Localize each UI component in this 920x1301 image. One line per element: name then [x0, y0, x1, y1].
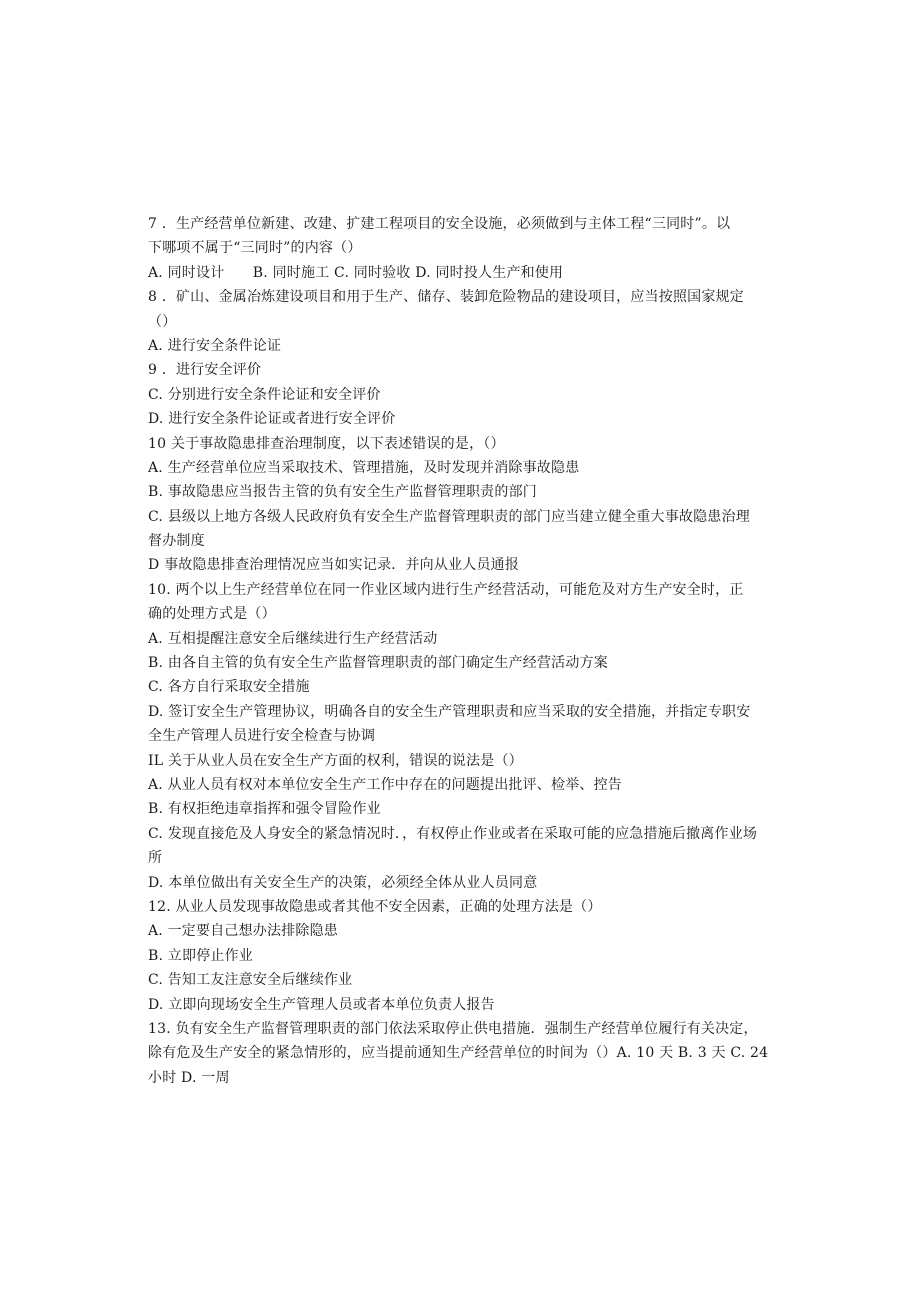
document-page	[148, 212, 778, 1090]
text-line: 下哪项不属于“三同时”的内容（）	[148, 240, 362, 257]
text-line: 7 ．生产经营单位新建、改建、扩建工程项目的安全设施，必须做到与主体工程“三同时”。以	[148, 216, 731, 232]
text-line: D. 签订安全生产管理协议，明确各自的安全生产管理职责和应当采取的安全措施，并指定专职安	[148, 703, 751, 720]
text-line: D. 本单位做出有关安全生产的决策，必须经全体从业人员同意	[148, 874, 538, 891]
text-line: 全生产管理人员进行安全检查与协调	[148, 728, 376, 745]
text-line: C. 告知工友注意安全后继续作业	[148, 972, 353, 989]
text-line: D 事故隐患排查治理情况应当如实记录．并向从业人员通报	[148, 557, 520, 574]
text-line: 小时 D. 一周	[148, 1069, 230, 1086]
text-line: 13. 负有安全生产监督管理职责的部门依法采取停止供电措施．强制生产经营单位履行有关决定，	[148, 1020, 758, 1037]
text-line: IL 关于从业人员在安全生产方面的权利，错误的说法是（）	[148, 752, 523, 769]
text-line: A. 同时设计 B. 同时施工 C. 同时验收 D. 同时投人生产和使用	[148, 264, 564, 281]
text-line: A. 进行安全条件论证	[148, 337, 282, 354]
text-line: A. 从业人员有权对本单位安全生产工作中存在的问题提出批评、检举、控告	[148, 776, 623, 793]
text-line: A. 互相提醒注意安全后继续进行生产经营活动	[148, 630, 438, 647]
text-line: A. 一定要自己想办法排除隐患	[148, 923, 339, 940]
text-line: 督办制度	[148, 533, 205, 550]
text-line: 确的处理方式是（）	[148, 606, 276, 623]
text-line: B. 有权拒绝违章指挥和强令冒险作业	[148, 801, 381, 818]
text-line: C. 发现直接危及人身安全的紧急情况时．，有权停止作业或者在采取可能的应急措施后撤离作业场	[148, 825, 758, 842]
text-line: B. 事故隐患应当报告主管的负有安全生产监督管理职责的部门	[148, 484, 537, 501]
text-line: 10 关于事故隐患排查治理制度，以下表述错误的是，（）	[148, 435, 505, 452]
text-line: 9 ．进行安全评价	[148, 362, 262, 379]
text-line: B. 由各自主管的负有安全生产监督管理职责的部门确定生产经营活动方案	[148, 655, 608, 672]
text-line: 除有危及生产安全的紧急情形的，应当提前通知生产经营单位的时间为（）A. 10 天 B. 3 天 C. 24	[148, 1045, 769, 1062]
text-line: D. 立即向现场安全生产管理人员或者本单位负责人报告	[148, 996, 495, 1013]
text-line: 所	[148, 850, 163, 867]
text-line: A. 生产经营单位应当采取技术、管理措施，及时发现并消除事故隐患	[148, 459, 580, 476]
text-line: B. 立即停止作业	[148, 947, 253, 964]
text-line: D. 进行安全条件论证或者进行安全评价	[148, 411, 396, 428]
text-line: 10. 两个以上生产经营单位在同一作业区域内进行生产经营活动，可能危及对方生产安全时，正	[148, 581, 744, 598]
text-line: 8 ．矿山、金属冶炼建设项目和用于生产、储存、装卸危险物品的建设项目，应当按照国家规定	[148, 289, 744, 306]
text-line: C. 各方自行采取安全措施	[148, 679, 310, 696]
text-line: C. 县级以上地方各级人民政府负有安全生产监督管理职责的部门应当建立健全重大事故隐患治理	[148, 508, 750, 525]
text-line: （）	[148, 313, 177, 330]
text-line: C. 分别进行安全条件论证和安全评价	[148, 386, 381, 403]
text-line: 12. 从业人员发现事故隐患或者其他不安全因素，正确的处理方法是（）	[148, 898, 602, 915]
